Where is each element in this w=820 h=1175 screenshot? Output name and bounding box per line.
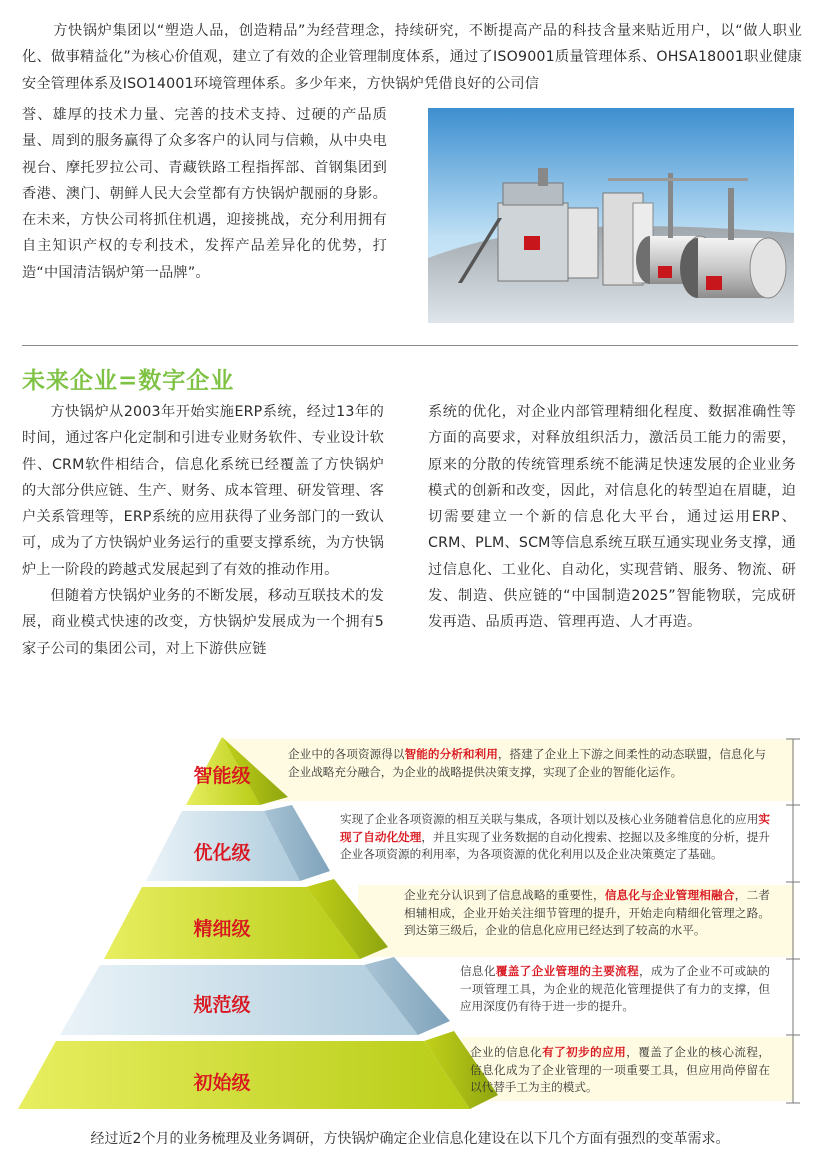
level-label-initial: 初始级 xyxy=(193,1072,251,1094)
level-desc-initial: 企业的信息化有了初步的应用，覆盖了企业的核心流程，信息化成为了企业管理的一项重要工具，但应用尚停留在以代替手工为主的模式。 xyxy=(470,1045,770,1094)
section-right-column xyxy=(428,399,796,636)
level-label-standard: 规范级 xyxy=(193,994,251,1016)
level-label-refined: 精细级 xyxy=(193,918,251,940)
bottom-summary-text: 经过近2个月的业务梳理及业务调研，方快锅炉确定企业信息化建设在以下几个方面有强烈的变革需求。 xyxy=(90,1131,730,1147)
section-right-paragraph-1: 系统的优化，对企业内部管理精细化程度、数据准确性等方面的高要求，对释放组织活力，激活员工能力的需要，原来的分散的传统管理系统不能满足快速发展的企业业务模式的创新和改变，因此，对信息化的转型迫在眉睫，迫切需要建立一个新的信息化大平台，通过运用ERP、CRM、PLM、SCM等信息系统互联互通实现业务支撑，通过信息化、工业化、自动化，实现营销、服务、物流、研发、制造、供应链的“中国制造2025”智能物联，完成研发再造、品质再造、管理再造、人才再造。 xyxy=(428,404,796,631)
section-divider xyxy=(22,345,798,346)
section-left-column xyxy=(22,399,384,662)
boiler-photo xyxy=(428,108,794,323)
level-desc-optimize: 实现了企业各项资源的相互关联与集成，各项计划以及核心业务随着信息化的应用实现了自动化处理，并且实现了业务数据的自动化搜索、挖掘以及多维度的分析，提升企业各项资源的利用率，为各项资源的优化利用以及企业决策奠定了基础。 xyxy=(340,812,770,861)
section-title: 未来企业=数字企业 xyxy=(22,368,235,394)
intro-paragraph-top: 方快锅炉集团以“塑造人品，创造精品”为经营理念，持续研究，不断提高产品的科技含量来贴近用户，以“做人职业化、做事精益化”为核心价值观，建立了有效的企业管理制度体系，通过了ISO9001质量管理体系、OHSA18001职业健康安全管理体系及ISO14001环境管理体系。多少年来，方快锅炉凭借良好的公司信 xyxy=(22,23,802,92)
section-left-paragraph-1: 方快锅炉从2003年开始实施ERP系统，经过13年的时间，通过客户化定制和引进专业财务软件、专业设计软件、CRM软件相结合，信息化系统已经覆盖了方快锅炉的大部分供应链、生产、财务、成本管理、研发管理、客户关系管理等，ERP系统的应用获得了业务部门的一致认可，成为了方快锅炉业务运行的重要支撑系统，为方快锅炉上一阶段的跨越式发展起到了有效的推动作用。 xyxy=(22,404,384,578)
level-desc-refined: 企业充分认识到了信息战略的重要性，信息化与企业管理相融合，二者相辅相成，企业开始关注细节管理的提升，开始走向精细化管理之路。到达第三级后，企业的信息化应用已经达到了较高的水平。 xyxy=(404,888,770,937)
section-left-paragraph-2: 但随着方快锅炉业务的不断发展，移动互联技术的发展，商业模式快速的改变，方快锅炉发展成为一个拥有5家子公司的集团公司，对上下游供应链 xyxy=(22,588,384,657)
level-label-optimize: 优化级 xyxy=(193,842,251,864)
level-desc-smart: 企业中的各项资源得以智能的分析和利用，搭建了企业上下游之间柔性的动态联盟，信息化与企业战略充分融合，为企业的战略提供决策支撑，实现了企业的智能化运作。 xyxy=(288,747,766,779)
level-label-smart: 智能级 xyxy=(193,765,251,787)
intro-paragraph-left: 誉、雄厚的技术力量、完善的技术支持、过硬的产品质量、周到的服务赢得了众多客户的认同与信赖，从中央电视台、摩托罗拉公司、青藏铁路工程指挥部、首钢集团到香港、澳门、朝鲜人民大会堂都有方快锅炉靓丽的身影。在未来，方快公司将抓住机遇，迎接挑战，充分利用拥有自主知识产权的专利技术，发挥产品差异化的优势，打造“中国清洁锅炉第一品牌”。 xyxy=(22,107,387,281)
level-desc-standard: 信息化覆盖了企业管理的主要流程，成为了企业不可或缺的一项管理工具，为企业的规范化管理提供了有力的支撑，但应用深度仍有待于进一步的提升。 xyxy=(460,964,770,1013)
